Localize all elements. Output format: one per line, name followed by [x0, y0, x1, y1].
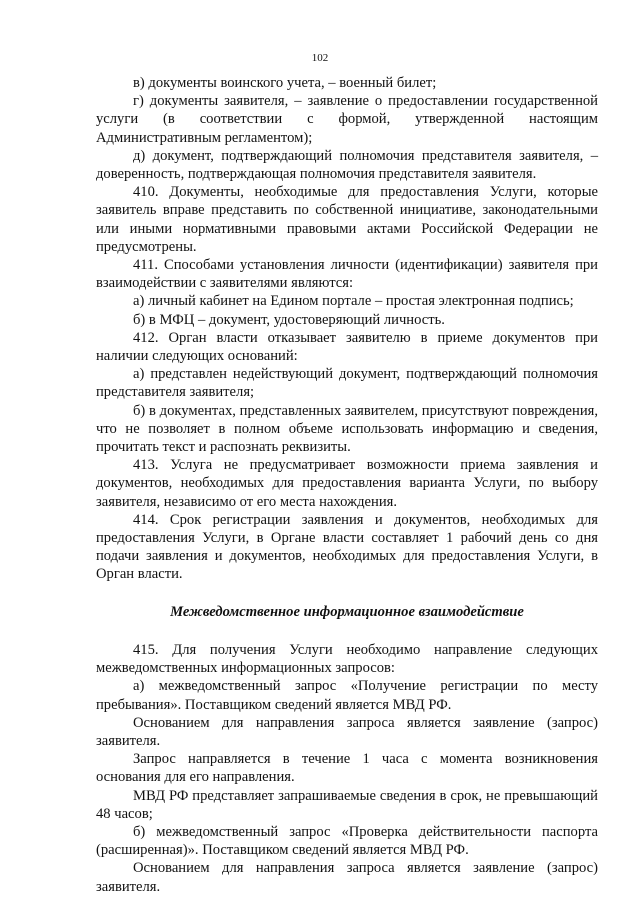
paragraph-414: 414. Срок регистрации заявления и документов, необходимых для предоставления Услуги, в Органе власти составляет 1 рабочий день со дня подачи заявления и документов, необходимых для предоставления Услуги, в Орган власти.: [96, 511, 598, 583]
paragraph-timing-a: Запрос направляется в течение 1 часа с момента возникновения основания для его направления.: [96, 751, 598, 786]
paragraph-411-a: а) личный кабинет на Едином портале – простая электронная подпись;: [133, 293, 574, 310]
page-number: 102: [311, 52, 329, 64]
paragraph-412-a: а) представлен недействующий документ, подтверждающий полномочия представителя заявителя;: [96, 366, 598, 401]
document-body: [96, 74, 598, 896]
section-heading: Межведомственное информационное взаимодействие: [170, 603, 524, 620]
paragraph-412: 412. Орган власти отказывает заявителю в приеме документов при наличии следующих оснований:: [96, 329, 598, 365]
paragraph-410: 410. Документы, необходимые для предоставления Услуги, которые заявитель вправе представить по собственной инициативе, законодательными или иными нормативными правовыми актами Российской Федерации не предусмотрены.: [96, 184, 598, 255]
paragraph-basis-b: Основанием для направления запроса является заявление (запрос) заявителя.: [96, 860, 598, 895]
paragraph-415-b: б) межведомственный запрос «Проверка действительности паспорта (расширенная)». Поставщиком сведений является МВД РФ.: [96, 823, 598, 859]
paragraph-411: 411. Способами установления личности (идентификации) заявителя при взаимодействии с заявителями являются:: [96, 257, 598, 292]
paragraph-military-docs: в) документы воинского учета, – военный билет;: [133, 75, 437, 91]
paragraph-415-a: а) межведомственный запрос «Получение регистрации по месту пребывания». Поставщиком сведений является МВД РФ.: [96, 678, 598, 713]
paragraph-applicant-docs: г) документы заявителя, – заявление о предоставлении государственной услуги (в соответствии с формой, утвержденной настоящим Административным регламентом);: [96, 93, 598, 146]
paragraph-basis-a: Основанием для направления запроса является заявление (запрос) заявителя.: [96, 714, 598, 749]
paragraph-representative-docs: д) документ, подтверждающий полномочия представителя заявителя, – доверенность, подтверждающая полномочия представителя заявителя.: [96, 147, 598, 183]
paragraph-415: 415. Для получения Услуги необходимо направление следующих межведомственных информационных запросов:: [96, 641, 598, 677]
paragraph-412-b: б) в документах, представленных заявителем, присутствуют повреждения, что не позволяет в полном объеме использовать информацию и сведения, прочитать текст и распознать реквизиты.: [96, 402, 598, 456]
paragraph-413: 413. Услуга не предусматривает возможности приема заявления и документов, необходимых для предоставления варианта Услуги, по выбору заявителя, независимо от его места нахождения.: [96, 457, 598, 510]
paragraph-mvd-deadline: МВД РФ представляет запрашиваемые сведения в срок, не превышающий 48 часов;: [96, 787, 598, 822]
paragraph-411-b: б) в МФЦ – документ, удостоверяющий личность.: [133, 311, 445, 328]
